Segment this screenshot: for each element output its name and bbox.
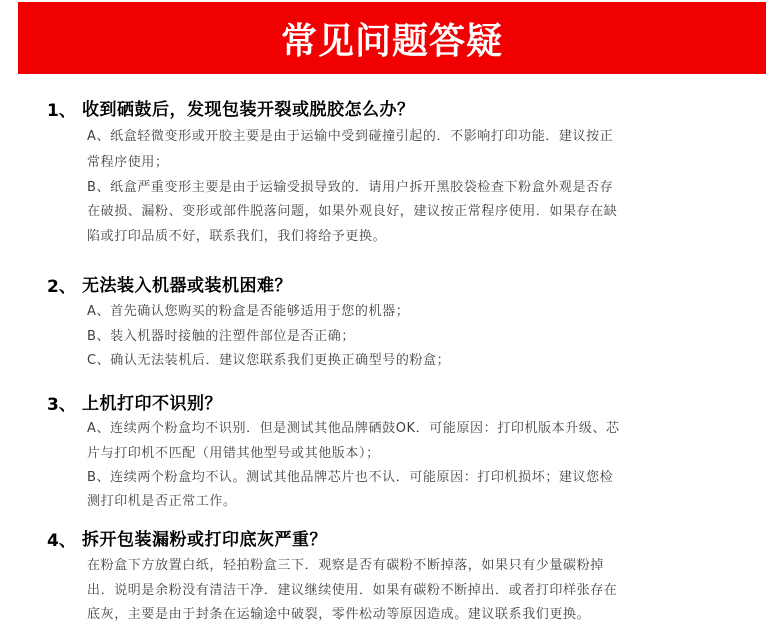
faq-answer-line: B、连续两个粉盒均不认。测试其他品牌芯片也不认．可能原因：打印机损坏；建议您检 — [87, 470, 614, 485]
faq-answer-line: B、装入机器时接触的注塑件部位是否正确； — [87, 329, 355, 344]
faq-number: 4、 — [47, 531, 76, 551]
faq-answer-line: 片与打印机不匹配（用错其他型号或其他版本）； — [87, 446, 380, 461]
faq-answer-line: 在粉盒下方放置白纸，轻拍粉盒三下．观察是否有碳粉不断掉落，如果只有少量碳粉掉 — [87, 558, 604, 573]
page-title: 常见问题答疑 — [280, 20, 503, 62]
faq-answer-line: 测打印机是否正常工作。 — [87, 494, 237, 509]
faq-number: 2、 — [47, 277, 76, 297]
faq-answer-line: A、首先确认您购买的粉盒是否能够适用于您的机器； — [87, 304, 410, 319]
faq-question: 无法装入机器或装机困难？ — [82, 276, 292, 296]
faq-answer-line: 出．说明是余粉没有清洁干净．建议继续使用．如果有碳粉不断掉出．或者打印样张存在 — [87, 583, 618, 598]
faq-answer-line: 底灰，主要是由于封条在运输途中破裂，零件松动等原因造成。建议联系我们更换。 — [87, 607, 591, 622]
faq-answer-line: C、确认无法装机后．建议您联系我们更换正确型号的粉盒； — [87, 353, 451, 368]
faq-answer-line: 常程序使用； — [87, 155, 169, 170]
faq-number: 1、 — [47, 101, 76, 121]
faq-answer-line: 在破损、漏粉、变形或部件脱落问题，如果外观良好，建议按正常程序使用．如果存在缺 — [87, 204, 618, 219]
faq-question: 收到硒鼓后，发现包装开裂或脱胶怎么办？ — [82, 100, 415, 120]
faq-answer-line: A、连续两个粉盒均不识别．但是测试其他品牌硒鼓OK．可能原因：打印机版本升级、芯 — [87, 421, 620, 436]
faq-answer-line: A、纸盒轻微变形或开胶主要是由于运输中受到碰撞引起的．不影响打印功能．建议按正 — [87, 129, 614, 144]
faq-question: 拆开包装漏粉或打印底灰严重？ — [82, 530, 327, 550]
faq-number: 3、 — [47, 395, 76, 415]
faq-answer-line: B、纸盒严重变形主要是由于运输受损导致的．请用户拆开黑胶袋检查下粉盒外观是否存 — [87, 180, 614, 195]
faq-answer-line: 陷或打印品质不好，联系我们，我们将给予更换。 — [87, 229, 387, 244]
faq-question: 上机打印不识别？ — [82, 394, 222, 414]
title-banner — [18, 2, 766, 74]
